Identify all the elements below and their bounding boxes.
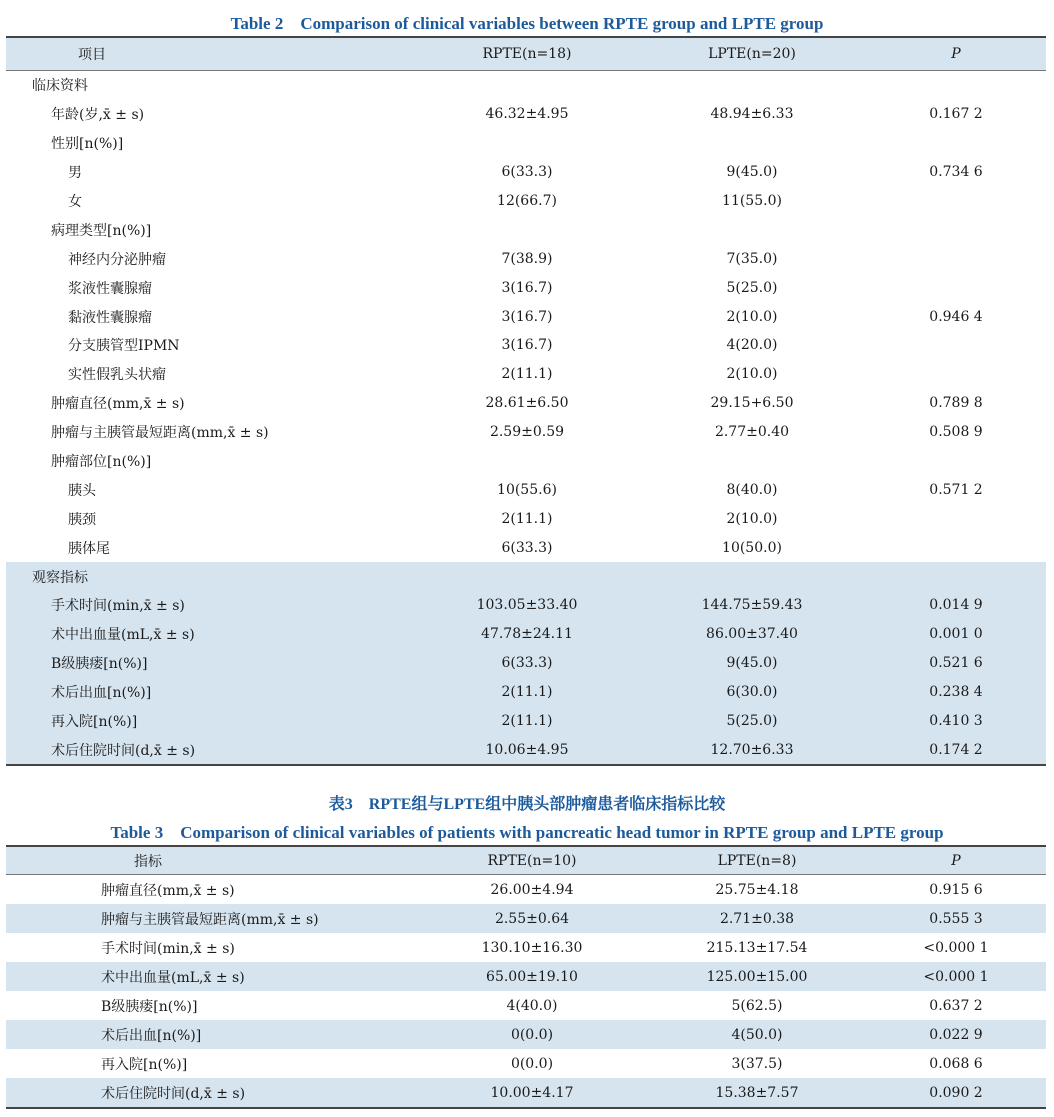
table3-row bbox=[6, 1049, 1046, 1078]
table3-row bbox=[6, 904, 1046, 933]
table2-row-label: 分支胰管型IPMN bbox=[68, 338, 180, 355]
table2-row-lpte: 6(30.0) bbox=[726, 684, 778, 701]
table2-row-p: 0.174 2 bbox=[929, 741, 983, 758]
table2-row bbox=[6, 71, 1046, 100]
table2-row-lpte bbox=[638, 71, 866, 100]
table2-row-rpte: 3(16.7) bbox=[501, 279, 553, 296]
table2-row-p bbox=[866, 244, 1046, 273]
table2-row-label: 胰头 bbox=[68, 482, 96, 499]
table2-row-p: 0.508 9 bbox=[929, 424, 983, 441]
table3-row-rpte: 0(0.0) bbox=[510, 1055, 554, 1072]
table3-row bbox=[6, 1020, 1046, 1049]
table2-row-lpte: 7(35.0) bbox=[726, 250, 778, 267]
table2-row-label: 胰颈 bbox=[68, 511, 96, 528]
table2-row-lpte: 2(10.0) bbox=[726, 366, 778, 383]
table3-row-rpte: 4(40.0) bbox=[506, 997, 558, 1014]
table2-row-rpte: 10.06±4.95 bbox=[485, 741, 569, 758]
table3-row-lpte: 125.00±15.00 bbox=[706, 968, 808, 985]
table2-row bbox=[6, 273, 1046, 302]
table2-row bbox=[6, 475, 1046, 504]
table3-row-rpte: 26.00±4.94 bbox=[490, 881, 574, 898]
table2-row-rpte: 3(16.7) bbox=[501, 308, 553, 325]
table2-row-p: 0.789 8 bbox=[929, 395, 983, 412]
table2-row-label: 临床资料 bbox=[32, 78, 88, 95]
table2 bbox=[6, 36, 1046, 766]
table2-row-label: 肿瘤与主胰管最短距离(mm,x̄ ± s) bbox=[51, 425, 269, 442]
table2-row-p: 0.734 6 bbox=[929, 164, 983, 181]
table3-row bbox=[6, 962, 1046, 991]
table2-row-rpte: 2(11.1) bbox=[501, 713, 553, 730]
table2-row-p: 0.521 6 bbox=[929, 655, 983, 672]
table2-row-label: 年龄(岁,x̄ ± s) bbox=[51, 107, 145, 124]
table2-header-row bbox=[6, 37, 1046, 71]
table3-row-lpte: 5(62.5) bbox=[731, 997, 783, 1014]
table3-row-p: 0.090 2 bbox=[929, 1084, 983, 1101]
table3-row-label: 再入院[n(%)] bbox=[101, 1056, 188, 1073]
table3-row-lpte: 15.38±7.57 bbox=[715, 1084, 799, 1101]
table2-row-label: 病理类型[n(%)] bbox=[51, 222, 152, 239]
table2-row-rpte: 6(33.3) bbox=[501, 164, 553, 181]
table2-caption: Table 2 Comparison of clinical variables between RPTE group and LPTE group bbox=[230, 14, 824, 33]
table2-row bbox=[6, 215, 1046, 244]
table2-row bbox=[6, 187, 1046, 216]
table2-row-lpte: 5(25.0) bbox=[726, 279, 778, 296]
table2-row-p: 0.001 0 bbox=[929, 626, 983, 643]
table2-row-rpte bbox=[416, 71, 638, 100]
table2-row-p bbox=[866, 71, 1046, 100]
table2-row-p bbox=[866, 215, 1046, 244]
table2-row-p bbox=[866, 504, 1046, 533]
table2-row-p: 0.238 4 bbox=[929, 684, 983, 701]
table3-row bbox=[6, 933, 1046, 962]
table3-row-p: 0.022 9 bbox=[929, 1026, 983, 1043]
table3-row-label: 手术时间(min,x̄ ± s) bbox=[101, 940, 235, 957]
table3-row-rpte: 0(0.0) bbox=[510, 1026, 554, 1043]
table2-row-rpte bbox=[416, 215, 638, 244]
table3-row-p: 0.555 3 bbox=[929, 910, 983, 927]
table2-row bbox=[6, 707, 1046, 736]
table2-row-label: 神经内分泌肿瘤 bbox=[68, 251, 166, 268]
table2-row-p bbox=[866, 447, 1046, 476]
table2-row-rpte: 10(55.6) bbox=[497, 481, 557, 498]
table2-row-rpte: 2(11.1) bbox=[501, 510, 553, 527]
table3-row-label: 术后出血[n(%)] bbox=[101, 1027, 202, 1044]
table2-row-label: 观察指标 bbox=[32, 569, 88, 586]
table3-row bbox=[6, 875, 1046, 905]
table2-row-rpte: 12(66.7) bbox=[497, 193, 557, 209]
table2-row-lpte: 48.94±6.33 bbox=[710, 106, 794, 123]
table2-row-lpte bbox=[638, 447, 866, 476]
table2-row-rpte: 2(11.1) bbox=[501, 684, 553, 701]
table3-row-lpte: 4(50.0) bbox=[731, 1026, 783, 1043]
table2-header-p: P bbox=[866, 37, 1046, 71]
table2-row-p bbox=[866, 187, 1046, 216]
table2-row-label: 术中出血量(mL,x̄ ± s) bbox=[51, 627, 195, 644]
table3 bbox=[6, 845, 1046, 1109]
table3-caption-zh: 表3 RPTE组与LPTE组中胰头部肿瘤患者临床指标比较 bbox=[328, 796, 726, 813]
table3-row-p: <0.000 1 bbox=[923, 968, 989, 985]
table3-row bbox=[6, 1078, 1046, 1108]
table2-row-p: 0.167 2 bbox=[929, 106, 983, 123]
table2-row-p bbox=[866, 533, 1046, 562]
table2-body bbox=[6, 71, 1046, 766]
table2-row-rpte bbox=[416, 562, 638, 591]
table3-row-lpte: 215.13±17.54 bbox=[706, 939, 808, 956]
table3-header-row bbox=[6, 846, 1046, 875]
table2-row-label: B级胰瘘[n(%)] bbox=[51, 656, 148, 673]
table3-row-label: 术后住院时间(d,x̄ ± s) bbox=[101, 1085, 246, 1102]
table3-row bbox=[6, 991, 1046, 1020]
table2-row-p: 0.410 3 bbox=[929, 713, 983, 730]
table2-row-lpte: 11(55.0) bbox=[722, 193, 782, 209]
table2-row bbox=[6, 620, 1046, 649]
table2-row-lpte: 9(45.0) bbox=[726, 164, 778, 181]
table2-row-label: 女 bbox=[68, 194, 82, 210]
table3-row-label: 术中出血量(mL,x̄ ± s) bbox=[101, 969, 245, 986]
table3-row-p: 0.068 6 bbox=[929, 1055, 983, 1072]
table2-row-rpte: 46.32±4.95 bbox=[485, 106, 569, 123]
table2-row-label: 术后出血[n(%)] bbox=[51, 685, 152, 702]
table2-header-lpte: LPTE(n=20) bbox=[638, 37, 866, 71]
table2-row bbox=[6, 447, 1046, 476]
table2-row bbox=[6, 678, 1046, 707]
table2-header-rpte: RPTE(n=18) bbox=[416, 37, 638, 71]
table3-caption-en: Table 3 Comparison of clinical variables of patients with pancreatic head tumor in RPTE group and LPTE group bbox=[110, 823, 944, 842]
table3-row-p: 0.637 2 bbox=[929, 997, 983, 1014]
table2-row-lpte bbox=[638, 562, 866, 591]
table3-body bbox=[6, 875, 1046, 1109]
table2-row bbox=[6, 100, 1046, 129]
table2-row-lpte: 86.00±37.40 bbox=[706, 626, 798, 643]
table3-row-p: 0.915 6 bbox=[929, 881, 983, 898]
table2-row-rpte bbox=[416, 129, 638, 158]
table2-row bbox=[6, 504, 1046, 533]
table3-row-lpte: 25.75±4.18 bbox=[715, 881, 799, 898]
table2-row-p bbox=[866, 360, 1046, 389]
table3-header-p: P bbox=[866, 846, 1046, 875]
table2-row-lpte: 8(40.0) bbox=[726, 481, 778, 498]
table3-row-label: B级胰瘘[n(%)] bbox=[101, 998, 198, 1015]
table2-row-lpte: 2(10.0) bbox=[726, 308, 778, 325]
table2-row-label: 胰体尾 bbox=[68, 540, 110, 557]
table2-row-label: 性别[n(%)] bbox=[51, 136, 124, 153]
table2-row-lpte bbox=[638, 129, 866, 158]
table2-row-label: 肿瘤直径(mm,x̄ ± s) bbox=[51, 396, 185, 413]
table3-row-rpte: 10.00±4.17 bbox=[490, 1084, 574, 1101]
table3-row-rpte: 130.10±16.30 bbox=[481, 939, 583, 956]
table2-row-lpte bbox=[638, 215, 866, 244]
table2-row-label: 手术时间(min,x̄ ± s) bbox=[51, 598, 185, 615]
table2-row-rpte: 2.59±0.59 bbox=[489, 424, 565, 441]
table3-header-rpte: RPTE(n=10) bbox=[416, 846, 648, 875]
table3-row-p: <0.000 1 bbox=[923, 939, 989, 956]
table2-row-label: 再入院[n(%)] bbox=[51, 714, 138, 731]
table2-row-rpte: 6(33.3) bbox=[501, 655, 553, 672]
table3-row-label: 肿瘤直径(mm,x̄ ± s) bbox=[101, 882, 235, 899]
table2-row-lpte: 10(50.0) bbox=[722, 539, 782, 556]
table2-row-lpte: 5(25.0) bbox=[726, 713, 778, 730]
table2-row bbox=[6, 735, 1046, 765]
table3-row-rpte: 65.00±19.10 bbox=[486, 968, 578, 985]
table2-row bbox=[6, 562, 1046, 591]
table2-row-lpte: 29.15+6.50 bbox=[710, 395, 794, 412]
table2-row bbox=[6, 418, 1046, 447]
table2-row bbox=[6, 533, 1046, 562]
table2-row-lpte: 2(10.0) bbox=[726, 510, 778, 527]
table2-row bbox=[6, 649, 1046, 678]
table2-row-label: 浆液性囊腺瘤 bbox=[68, 280, 152, 297]
table2-row-p: 0.014 9 bbox=[929, 597, 983, 614]
table2-row-p bbox=[866, 331, 1046, 360]
table2-row-label: 肿瘤部位[n(%)] bbox=[51, 454, 152, 471]
table2-row bbox=[6, 244, 1046, 273]
table2-row-lpte: 4(20.0) bbox=[726, 337, 778, 354]
table2-row-rpte: 6(33.3) bbox=[501, 539, 553, 556]
table2-row-rpte bbox=[416, 447, 638, 476]
table2-row-p: 0.571 2 bbox=[929, 481, 983, 498]
table2-row bbox=[6, 158, 1046, 187]
table2-row bbox=[6, 331, 1046, 360]
table2-row-lpte: 144.75±59.43 bbox=[701, 597, 803, 614]
table2-row-rpte: 28.61±6.50 bbox=[485, 395, 569, 412]
table2-row-p bbox=[866, 129, 1046, 158]
table2-row bbox=[6, 360, 1046, 389]
table2-row-rpte: 3(16.7) bbox=[501, 337, 553, 354]
table2-row bbox=[6, 591, 1046, 620]
table2-row-label: 男 bbox=[68, 165, 82, 182]
table3-row-lpte: 3(37.5) bbox=[731, 1055, 783, 1072]
table2-row-p: 0.946 4 bbox=[929, 308, 983, 325]
table3-row-label: 肿瘤与主胰管最短距离(mm,x̄ ± s) bbox=[101, 911, 319, 928]
table2-row-label: 术后住院时间(d,x̄ ± s) bbox=[51, 742, 196, 759]
table2-header-item: 项目 bbox=[6, 37, 416, 71]
table2-row-p bbox=[866, 273, 1046, 302]
table3-header-lpte: LPTE(n=8) bbox=[648, 846, 866, 875]
table3-header-item: 指标 bbox=[6, 846, 416, 875]
table2-row-label: 黏液性囊腺瘤 bbox=[68, 309, 152, 326]
table2-row-p bbox=[866, 562, 1046, 591]
table3-row-lpte: 2.71±0.38 bbox=[719, 910, 795, 927]
table2-row-label: 实性假乳头状瘤 bbox=[68, 367, 166, 384]
table2-row-rpte: 2(11.1) bbox=[501, 366, 553, 383]
table2-row bbox=[6, 389, 1046, 418]
table2-row bbox=[6, 129, 1046, 158]
table3-row-rpte: 2.55±0.64 bbox=[494, 910, 570, 927]
table2-row-rpte: 47.78±24.11 bbox=[481, 626, 573, 643]
table2-row-rpte: 7(38.9) bbox=[501, 250, 553, 267]
table2-row-lpte: 9(45.0) bbox=[726, 655, 778, 672]
table2-row bbox=[6, 302, 1046, 331]
table2-row-lpte: 2.77±0.40 bbox=[714, 424, 790, 441]
table2-row-lpte: 12.70±6.33 bbox=[710, 741, 794, 758]
table2-row-rpte: 103.05±33.40 bbox=[476, 597, 578, 614]
